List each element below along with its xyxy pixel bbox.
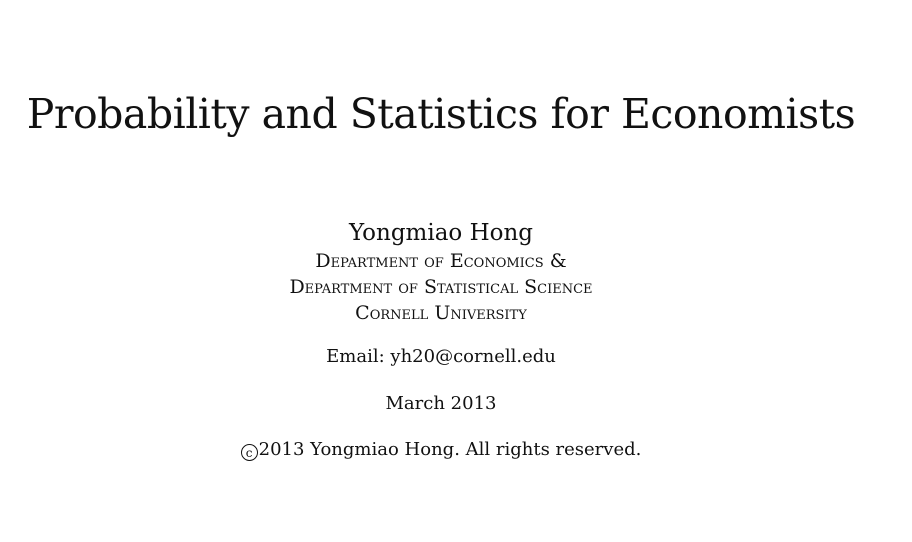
document-title: Probability and Statistics for Economists bbox=[26, 90, 856, 138]
affiliation-line-3: Cornell University bbox=[355, 302, 527, 324]
copyright-text: 2013 Yongmiao Hong. All rights reserved. bbox=[258, 439, 642, 460]
affiliation-line-1: Department of Economics & bbox=[315, 250, 567, 272]
copyright-icon: c bbox=[241, 444, 258, 461]
document-date: March 2013 bbox=[385, 393, 497, 414]
email-address: yh20@cornell.edu bbox=[390, 346, 556, 367]
email-line bbox=[0, 344, 882, 370]
email-label: Email: bbox=[326, 346, 385, 367]
copyright-line bbox=[0, 437, 882, 463]
author-block bbox=[0, 218, 882, 326]
affiliation-line-2: Department of Statistical Science bbox=[289, 276, 593, 298]
author-name: Yongmiao Hong bbox=[348, 220, 534, 246]
